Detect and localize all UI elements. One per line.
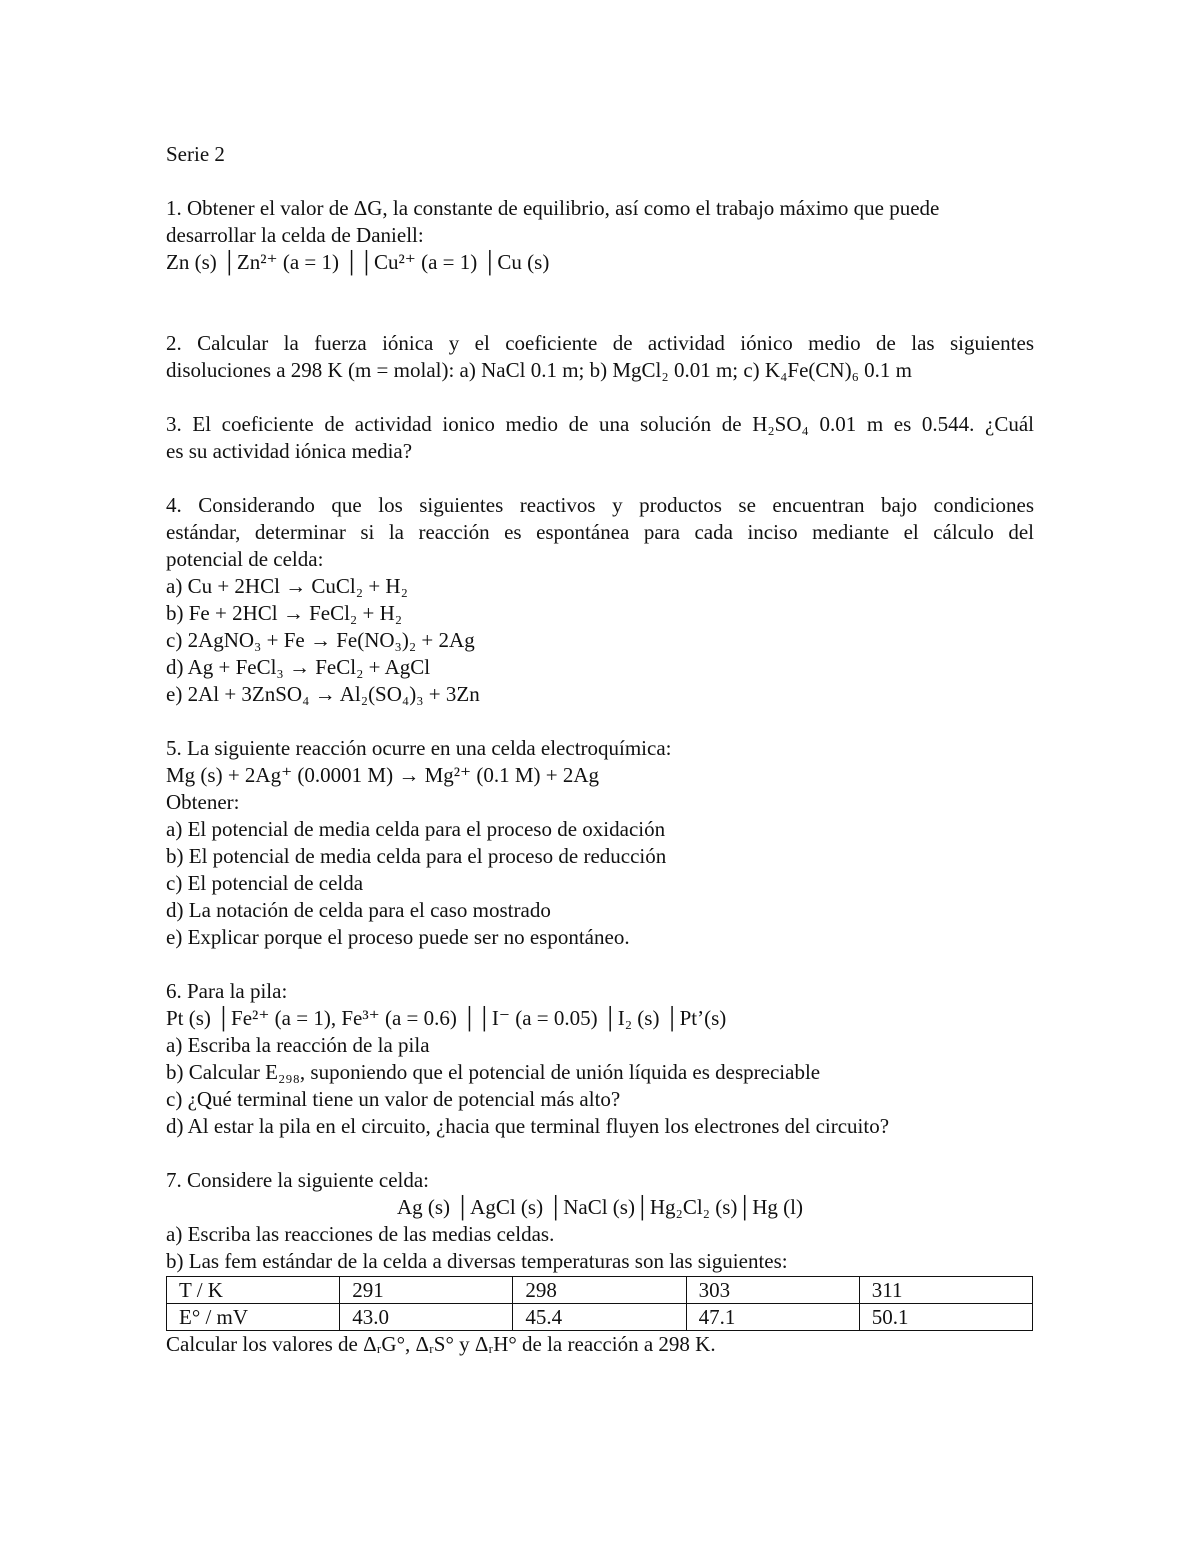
reaction-b: b) Fe + 2HCl → FeCl₂ + H₂	[166, 601, 403, 625]
document-body	[166, 141, 1034, 1358]
problem-5	[166, 735, 1034, 951]
problem-5-obtener: Obtener:	[166, 790, 240, 814]
problem-2	[166, 330, 1034, 384]
problem-4-line-2: estándar, determinar si la reacción es espontánea para cada inciso mediante el cálculo del	[166, 520, 1034, 544]
table-row	[167, 1277, 1033, 1304]
problem-4	[166, 492, 1034, 708]
table-cell: T / K	[167, 1277, 340, 1304]
problem-6-item-a: a) Escriba la reacción de la pila	[166, 1033, 430, 1057]
table-cell: 303	[686, 1277, 859, 1304]
problem-5-line-1: 5. La siguiente reacción ocurre en una celda electroquímica:	[166, 736, 672, 760]
problem-7-cell-notation: Ag (s) │AgCl (s) │NaCl (s)│Hg₂Cl₂ (s)│Hg (l)	[396, 1195, 804, 1219]
table-cell: 47.1	[686, 1304, 859, 1331]
problem-6	[166, 978, 1034, 1140]
problem-2-line-2: disoluciones a 298 K (m = molal): a) NaCl 0.1 m; b) MgCl₂ 0.01 m; c) K₄Fe(CN)₆ 0.1 m	[166, 358, 912, 382]
problem-6-item-d: d) Al estar la pila en el circuito, ¿hacia que terminal fluyen los electrones del circuito?	[166, 1114, 890, 1138]
table-cell: 43.0	[340, 1304, 513, 1331]
table-cell: 50.1	[859, 1304, 1032, 1331]
problem-1	[166, 195, 1034, 276]
table-cell: 311	[859, 1277, 1032, 1304]
table-cell: 298	[513, 1277, 686, 1304]
problem-7	[166, 1167, 1034, 1358]
problem-7-line-1: 7. Considere la siguiente celda:	[166, 1168, 430, 1192]
problem-5-item-b: b) El potencial de media celda para el proceso de reducción	[166, 844, 667, 868]
problem-5-reaction: Mg (s) + 2Ag⁺ (0.0001 M) → Mg²⁺ (0.1 M) + 2Ag	[166, 763, 600, 787]
problem-1-line-2: desarrollar la celda de Daniell:	[166, 223, 424, 247]
problem-4-line-3: potencial de celda:	[166, 547, 324, 571]
problem-6-item-c: c) ¿Qué terminal tiene un valor de potencial más alto?	[166, 1087, 621, 1111]
problem-5-item-d: d) La notación de celda para el caso mostrado	[166, 898, 551, 922]
reaction-a: a) Cu + 2HCl → CuCl₂ + H₂	[166, 574, 408, 598]
problem-2-line-1: 2. Calcular la fuerza iónica y el coeficiente de actividad iónico medio de las siguientes	[166, 331, 1034, 355]
problem-4-line-1: 4. Considerando que los siguientes reactivos y productos se encuentran bajo condiciones	[166, 493, 1034, 517]
problem-3-line-2: es su actividad iónica media?	[166, 439, 413, 463]
table-cell: E° / mV	[167, 1304, 340, 1331]
problem-3	[166, 411, 1034, 465]
table-cell: 291	[340, 1277, 513, 1304]
table-row	[167, 1304, 1033, 1331]
problem-6-cell-notation: Pt (s) │Fe²⁺ (a = 1), Fe³⁺ (a = 0.6) ││I⁻ (a = 0.05) │I₂ (s) │Pt’(s)	[166, 1006, 727, 1030]
reaction-d: d) Ag + FeCl₃ → FeCl₂ + AgCl	[166, 655, 431, 679]
table-cell: 45.4	[513, 1304, 686, 1331]
reaction-e: e) 2Al + 3ZnSO₄ → Al₂(SO₄)₃ + 3Zn	[166, 682, 480, 706]
problem-7-item-a: a) Escriba las reacciones de las medias celdas.	[166, 1222, 555, 1246]
problem-3-line-1: 3. El coeficiente de actividad ionico medio de una solución de H₂SO₄ 0.01 m es 0.544. ¿Cuál	[166, 412, 1034, 436]
problem-1-line-1: 1. Obtener el valor de ΔG, la constante de equilibrio, así como el trabajo máximo que puede	[166, 196, 940, 220]
page-title: Serie 2	[166, 142, 225, 166]
problem-7-after-table: Calcular los valores de ΔᵣG°, ΔᵣS° y ΔᵣH° de la reacción a 298 K.	[166, 1332, 716, 1356]
problem-5-item-a: a) El potencial de media celda para el proceso de oxidación	[166, 817, 666, 841]
reaction-c: c) 2AgNO₃ + Fe → Fe(NO₃)₂ + 2Ag	[166, 628, 475, 652]
problem-1-cell-notation: Zn (s) │Zn²⁺ (a = 1) ││Cu²⁺ (a = 1) │Cu (s)	[166, 250, 550, 274]
problem-5-item-e: e) Explicar porque el proceso puede ser no espontáneo.	[166, 925, 630, 949]
problem-6-item-b: b) Calcular E₂₉₈, suponiendo que el potencial de unión líquida es despreciable	[166, 1060, 821, 1084]
problem-7-item-b: b) Las fem estándar de la celda a diversas temperaturas son las siguientes:	[166, 1249, 788, 1273]
fem-table	[166, 1276, 1033, 1331]
problem-5-item-c: c) El potencial de celda	[166, 871, 364, 895]
problem-6-line-1: 6. Para la pila:	[166, 979, 288, 1003]
